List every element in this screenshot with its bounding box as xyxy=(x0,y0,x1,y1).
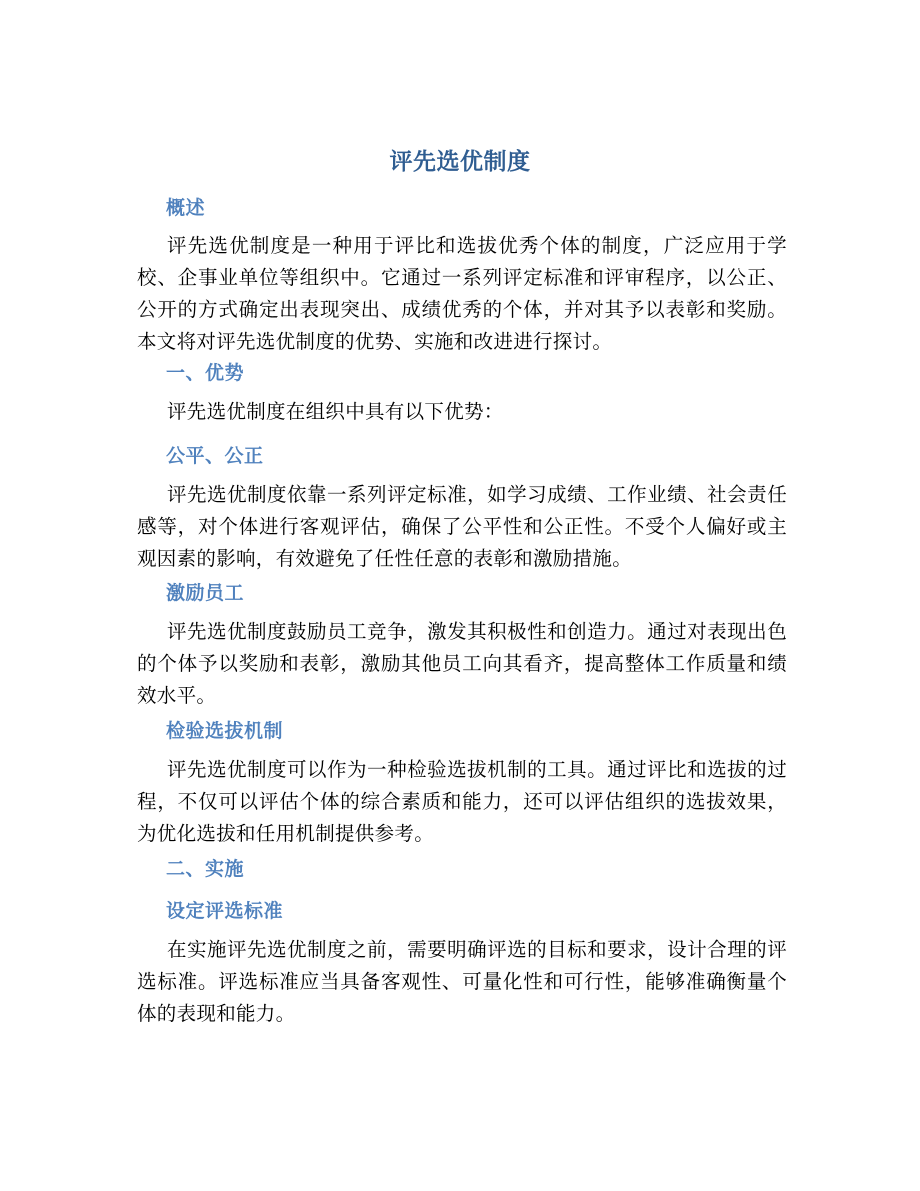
paragraph-selection-mechanism: 评先选优制度可以作为一种检验选拔机制的工具。通过评比和选拔的过程，不仅可以评估个体的综合素质和能力，还可以评估组织的选拔效果，为优化选拔和任用机制提供参考。 xyxy=(137,758,787,845)
paragraph-motivation: 评先选优制度鼓励员工竞争，激发其积极性和创造力。通过对表现出色的个体予以奖励和表彰，激励其他员工向其看齐，提高整体工作质量和绩效水平。 xyxy=(137,620,787,707)
heading-advantages: 一、优势 xyxy=(166,362,245,384)
paragraph-fairness: 评先选优制度依靠一系列评定标准，如学习成绩、工作业绩、社会责任感等，对个体进行客观评估，确保了公平性和公正性。不受个人偏好或主观因素的影响，有效避免了任性任意的表彰和激励措施。 xyxy=(137,483,787,570)
heading-fairness: 公平、公正 xyxy=(166,445,264,467)
paragraph-advantages-intro: 评先选优制度在组织中具有以下优势： xyxy=(167,400,504,423)
paragraph-criteria: 在实施评先选优制度之前，需要明确评选的目标和要求，设计合理的评选标准。评选标准应当具备客观性、可量化性和可行性，能够准确衡量个体的表现和能力。 xyxy=(137,938,787,1025)
heading-overview: 概述 xyxy=(166,197,206,219)
heading-criteria: 设定评选标准 xyxy=(166,900,284,922)
paragraph-overview: 评先选优制度是一种用于评比和选拔优秀个体的制度，广泛应用于学校、企事业单位等组织中。它通过一系列评定标准和评审程序，以公正、公开的方式确定出表现突出、成绩优秀的个体，并对其予以表彰和奖励。本文将对评先选优制度的优势、实施和改进进行探讨。 xyxy=(137,234,787,353)
heading-motivation: 激励员工 xyxy=(166,582,245,604)
heading-implementation: 二、实施 xyxy=(166,858,245,880)
document-title: 评先选优制度 xyxy=(389,148,531,175)
heading-selection-mechanism: 检验选拔机制 xyxy=(166,720,284,742)
